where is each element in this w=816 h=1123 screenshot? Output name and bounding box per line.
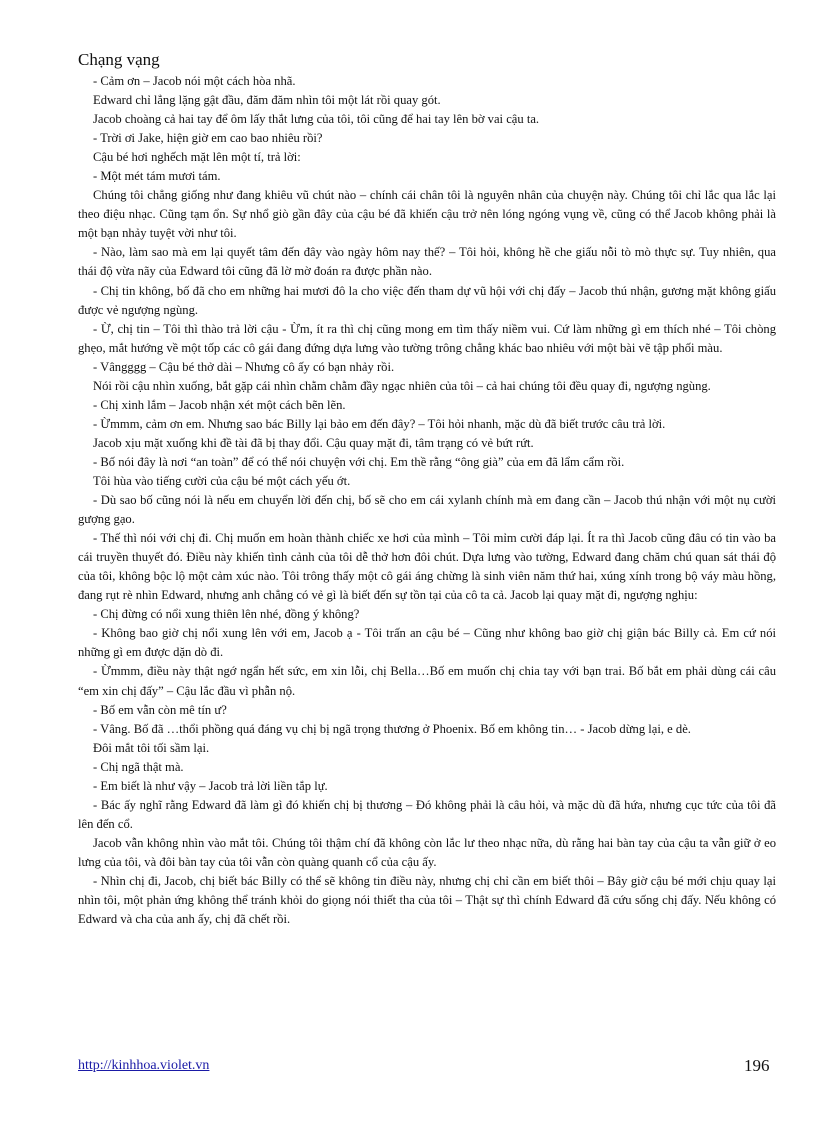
paragraph: Đôi mắt tôi tối sầm lại. — [93, 740, 210, 755]
paragraph: - Nào, làm sao mà em lại quyết tâm đến đây vào ngày hôm nay thế? – Tôi hỏi, không hề che giấu nỗi tò mò thực sự. Tuy nhiên, qua thái độ vừa nãy của Edward tôi cũng đã lờ mờ đoán ra được phần nào. — [78, 245, 776, 279]
page-number: 196 — [744, 1056, 770, 1075]
paragraph: - Chị tin không, bố đã cho em những hai mươi đô la cho việc đến tham dự vũ hội với chị đấy – Jacob thú nhận, gương mặt không giấu được vẻ ngượng ngùng. — [78, 283, 776, 317]
chapter-title: Chạng vạng — [78, 50, 160, 69]
paragraph: - Vângggg – Cậu bé thở dài – Nhưng cô ấy có bạn nhảy rồi. — [93, 359, 395, 374]
paragraph: Nói rồi cậu nhìn xuống, bắt gặp cái nhìn chằm chằm đầy ngạc nhiên của tôi – cả hai chúng tôi đều quay đi, ngượng ngùng. — [93, 378, 711, 393]
paragraph: - Chị đừng có nổi xung thiên lên nhé, đồng ý không? — [93, 607, 360, 622]
paragraph: Cậu bé hơi nghếch mặt lên một tí, trả lời: — [93, 150, 301, 165]
paragraph: - Bố em vẫn còn mê tín ư? — [93, 702, 227, 717]
paragraph: Tôi hùa vào tiếng cười của cậu bé một cách yếu ớt. — [93, 473, 351, 488]
paragraph: - Một mét tám mươi tám. — [93, 169, 221, 184]
paragraph: - Chị ngã thật mà. — [93, 759, 184, 774]
paragraph: - Nhìn chị đi, Jacob, chị biết bác Billy có thể sẽ không tin điều này, nhưng chị chỉ cần em biết thôi – Bây giờ cậu bé mới chịu quay lại nhìn tôi, một phản ứng không thể tránh khỏi do giọng nói thiết tha của tôi – Thật sự thì chính Edward đã cứu sống chị đấy. Nếu không có Edward và cha của anh ấy, chị đã chết rồi. — [78, 873, 776, 927]
paragraph: - Trời ơi Jake, hiện giờ em cao bao nhiêu rồi? — [93, 131, 323, 146]
paragraph: - Ừmmm, điều này thật ngớ ngẩn hết sức, em xin lỗi, chị Bella…Bố em muốn chị chia tay với bạn trai. Bố bắt em phải dùng cái câu “em xin chị đấy” – Cậu lắc đầu vì phẫn nộ. — [78, 664, 776, 698]
paragraph: Edward chỉ lẳng lặng gật đầu, đăm đăm nhìn tôi một lát rồi quay gót. — [93, 93, 441, 108]
paragraph: - Em biết là như vậy – Jacob trả lời liền tắp lự. — [93, 778, 328, 793]
paragraph: Chúng tôi chẳng giống như đang khiêu vũ chút nào – chính cái chân tôi là nguyên nhân của chuyện này. Chúng tôi chỉ lắc qua lắc lại theo điệu nhạc. Cũng tạm ổn. Sự nhổ giò gần đây của cậu bé đã khiến cậu trở nên lóng ngóng vụng về, cũng có thể Jacob không phải là một bạn nhảy tuyệt vời như tôi. — [78, 188, 776, 241]
paragraph: - Cảm ơn – Jacob nói một cách hòa nhã. — [93, 74, 296, 88]
paragraph: Jacob vẫn không nhìn vào mắt tôi. Chúng tôi thậm chí đã không còn lắc lư theo nhạc nữa, dù rằng hai bàn tay của cậu ta vẫn giữ ở eo lưng của tôi, và đôi bàn tay của tôi vẫn còn quàng quanh cổ của cậu ấy. — [78, 835, 776, 869]
body-text — [78, 72, 776, 929]
paragraph: - Thế thì nói với chị đi. Chị muốn em hoàn thành chiếc xe hơi của mình – Tôi mỉm cười đáp lại. Ít ra thì Jacob cũng đâu có tin vào ba cái truyền thuyết đó. Điều này khiến tình cảnh của tôi dễ thở hơn đôi chút. Dựa lưng vào tường, Edward đang chăm chú quan sát thái độ của tôi, không bộc lộ một cảm xúc nào. Tôi trông thấy một cô gái áng chừng là sinh viên năm thứ hai, xúng xính trong bộ váy màu hồng, đang rụt rè nhìn Edward, nhưng anh chẳng có vẻ gì là biết đến sự tồn tại của cô ta cả. Jacob lại quay mặt đi, ngượng nghịu: — [78, 531, 776, 603]
paragraph: - Ừmmm, cảm ơn em. Nhưng sao bác Billy lại bảo em đến đây? – Tôi hỏi nhanh, mặc dù đã biết trước câu trả lời. — [93, 416, 666, 431]
footer-link[interactable]: http://kinhhoa.violet.vn — [78, 1058, 210, 1073]
paragraph: - Vâng. Bố đã …thổi phồng quá đáng vụ chị bị ngã trọng thương ở Phoenix. Bố em không tin… - Jacob dừng lại, e dè. — [93, 721, 691, 736]
paragraph: - Ừ, chị tin – Tôi thì thào trả lời cậu - Ừm, ít ra thì chị cũng mong em tìm thấy niềm vui. Cứ làm những gì em thích nhé – Tôi chòng ghẹo, mắt hướng về một tốp các cô gái đang đứng dựa lưng vào tường trông chẳng khác bao nhiêu với một bài vẽ tập phối màu. — [78, 321, 776, 355]
paragraph: - Dù sao bố cũng nói là nếu em chuyển lời đến chị, bố sẽ cho em cái xylanh chính mà em đang cần – Jacob thú nhận với một nụ cười gượng gạo. — [78, 493, 776, 527]
paragraph: Jacob xịu mặt xuống khi đề tài đã bị thay đổi. Cậu quay mặt đi, tâm trạng có vẻ bứt rứt. — [93, 435, 534, 450]
paragraph: - Bố nói đây là nơi “an toàn” để có thể nói chuyện với chị. Em thề rằng “ông già” của em đã lẩm cẩm rồi. — [93, 454, 625, 469]
paragraph: - Chị xinh lắm – Jacob nhận xét một cách bẽn lẽn. — [93, 397, 346, 412]
paragraph: Jacob choàng cả hai tay để ôm lấy thắt lưng của tôi, tôi cũng để hai tay lên bờ vai cậu ta. — [93, 112, 540, 127]
paragraph: - Không bao giờ chị nổi xung lên với em, Jacob ạ - Tôi trấn an cậu bé – Cũng như không bao giờ chị giận bác Billy cả. Em cứ nói những gì em được dặn dò đi. — [78, 626, 776, 660]
paragraph: - Bác ấy nghĩ rằng Edward đã làm gì đó khiến chị bị thương – Đó không phải là câu hỏi, và mặc dù đã hứa, nhưng cục tức của tôi đã lên đến cổ. — [78, 797, 776, 831]
